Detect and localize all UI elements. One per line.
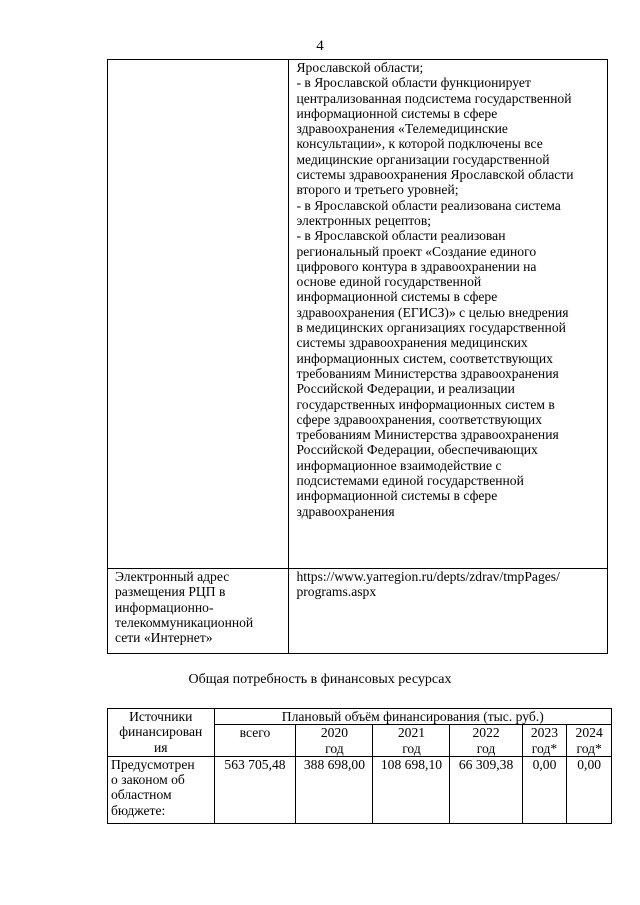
description-line: цифрового контура в здравоохранении на bbox=[296, 258, 537, 274]
description-line: требованиям Министерства здравоохранения bbox=[296, 427, 559, 443]
address-url-line: https://www.yarregion.ru/depts/zdrav/tmpPages/ bbox=[296, 569, 560, 584]
description-line: сфере здравоохранения, соответствующих bbox=[296, 411, 542, 427]
header-text: год bbox=[325, 740, 344, 756]
header-text: год bbox=[402, 740, 421, 756]
value-2024: 0,00 bbox=[567, 756, 612, 823]
header-text: 2024 bbox=[575, 725, 603, 741]
description-line: Российской Федерации, и реализации bbox=[296, 381, 515, 397]
header-text: 2022 bbox=[472, 725, 500, 741]
address-label-line: телекоммуникационной bbox=[115, 614, 254, 630]
table-header-row bbox=[108, 709, 612, 725]
value-2023: 0,00 bbox=[522, 756, 567, 823]
header-text: год* bbox=[576, 740, 602, 756]
continued-description-cell bbox=[289, 60, 608, 569]
cell-text: Предусмотрен bbox=[111, 756, 195, 772]
cell-text: бюджете: bbox=[111, 802, 166, 818]
description-line: требованиям Министерства здравоохранения bbox=[296, 365, 559, 381]
column-header-2023 bbox=[522, 725, 567, 757]
finance-table bbox=[107, 708, 612, 824]
description-line: подсистемами единой государственной bbox=[296, 473, 524, 489]
description-line: системы здравоохранения Ярославской области bbox=[296, 167, 574, 183]
description-line: - в Ярославской области реализована система bbox=[296, 197, 561, 213]
planned-header-cell: Плановый объём финансирования (тыс. руб.) bbox=[214, 709, 611, 725]
header-text: год bbox=[476, 740, 496, 756]
description-line: - в Ярославской области функционирует bbox=[296, 75, 531, 91]
column-header-2024 bbox=[567, 725, 612, 757]
column-header-2022 bbox=[450, 725, 522, 757]
header-text: год* bbox=[531, 740, 558, 756]
address-label-line: сети «Интернет» bbox=[115, 630, 213, 646]
column-header-total bbox=[214, 725, 296, 757]
cell-text: областном bbox=[111, 787, 172, 803]
description-line: государственных информационных систем в bbox=[296, 396, 555, 412]
table-row bbox=[108, 569, 608, 654]
description-line: информационное взаимодействие с bbox=[296, 457, 502, 473]
header-text: ия bbox=[154, 739, 168, 755]
header-text: 2023 bbox=[530, 725, 559, 741]
description-line: информационной системы в сфере bbox=[296, 289, 498, 305]
description-line: основе единой государственной bbox=[296, 274, 482, 290]
header-text: Источники bbox=[129, 709, 193, 724]
description-line: электронных рецептов; bbox=[296, 212, 432, 228]
header-text: финансирован bbox=[119, 724, 203, 740]
source-header-cell bbox=[108, 709, 215, 757]
header-text: 2021 bbox=[397, 725, 426, 741]
header-text: всего bbox=[239, 725, 271, 741]
description-line: Ярославской области; bbox=[296, 60, 424, 75]
description-line: в медицинских организациях государственной bbox=[296, 320, 566, 336]
address-label-cell bbox=[108, 569, 289, 654]
description-line: информационной системы в сфере bbox=[296, 488, 498, 504]
header-text: 2020 bbox=[320, 725, 349, 741]
description-line: региональный проект «Создание единого bbox=[296, 243, 537, 259]
description-line: здравоохранения «Телемедицинские bbox=[296, 121, 508, 137]
description-line: системы здравоохранения медицинских bbox=[296, 335, 528, 351]
description-line: информационных систем, соответствующих bbox=[296, 350, 553, 366]
column-header-2020 bbox=[296, 725, 373, 757]
address-label-line: размещения РЦП в bbox=[115, 584, 226, 600]
description-line: централизованная подсистема государственной bbox=[296, 90, 572, 106]
address-label-line: Электронный адрес bbox=[115, 569, 230, 584]
description-line: здравоохранения (ЕГИСЗ)» с целью внедрения bbox=[296, 304, 569, 320]
description-line: информационной системы в сфере bbox=[296, 105, 498, 121]
description-line: Российской Федерации, обеспечивающих bbox=[296, 442, 538, 458]
empty-label-cell bbox=[108, 60, 289, 569]
value-2022: 66 309,38 bbox=[450, 756, 522, 823]
address-label-line: информационно- bbox=[115, 599, 214, 615]
description-line: медицинские организации государственной bbox=[296, 151, 550, 167]
cell-text: о законом об bbox=[111, 772, 185, 788]
address-value-cell bbox=[289, 569, 608, 654]
finance-section-title: Общая потребность в финансовых ресурсах bbox=[188, 672, 452, 687]
table-row bbox=[108, 60, 608, 569]
page-number: 4 bbox=[316, 38, 324, 54]
table-row bbox=[108, 756, 612, 823]
source-cell bbox=[108, 756, 215, 823]
description-line: второго и третьего уровней; bbox=[296, 182, 459, 198]
address-url-line: programs.aspx bbox=[296, 584, 377, 600]
value-2020: 388 698,00 bbox=[296, 756, 373, 823]
description-line: консультации», к которой подключены все bbox=[296, 136, 543, 152]
description-line: - в Ярославской области реализован bbox=[296, 228, 506, 244]
column-header-2021 bbox=[373, 725, 450, 757]
program-passport-table bbox=[107, 59, 608, 654]
value-total: 563 705,48 bbox=[214, 756, 296, 823]
value-2021: 108 698,10 bbox=[373, 756, 450, 823]
description-line: здравоохранения bbox=[296, 503, 395, 519]
